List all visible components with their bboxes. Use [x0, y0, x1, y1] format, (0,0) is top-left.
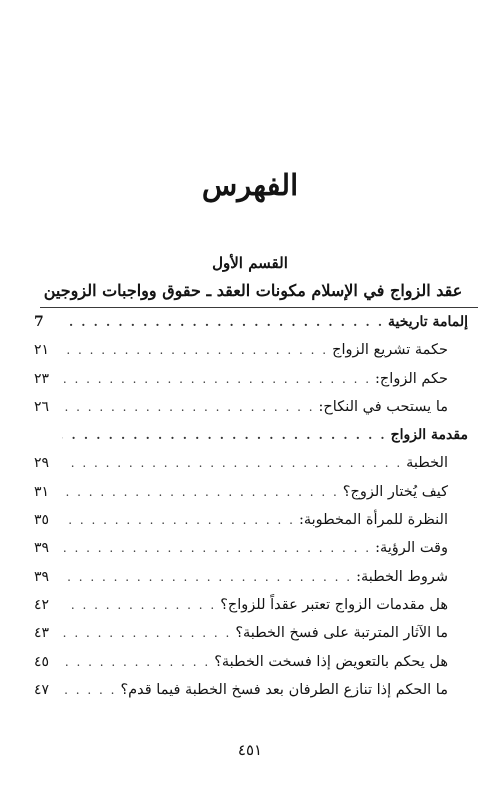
dot-leader: [62, 626, 231, 640]
toc-entry: [34, 540, 468, 568]
toc-entry-title: كيف يُختار الزوج؟: [342, 483, 448, 500]
toc-entry-page: ٣٩: [34, 540, 50, 557]
section-label: القسم الأول: [212, 254, 288, 272]
toc-entry-title: مقدمة الزواج: [390, 427, 468, 444]
table-of-contents: [34, 314, 468, 710]
toc-entry-title: هل مقدمات الزواج تعتبر عقداً للزواج؟: [220, 596, 448, 613]
section-title: عقد الزواج في الإسلام مكونات العقد ـ حقوق وواجبات الزوجين: [43, 281, 463, 300]
toc-entry-title: وقت الرؤية:: [375, 540, 448, 557]
toc-entry-title: النظرة للمرأة المخطوبة:: [298, 512, 448, 529]
dot-leader: [62, 541, 371, 555]
dot-leader: [62, 315, 384, 329]
toc-entry: [34, 314, 468, 342]
index-title: الفهرس: [201, 168, 299, 202]
toc-entry: [34, 484, 468, 512]
dot-leader: [62, 400, 315, 414]
toc-entry-page: ٣١: [34, 483, 50, 500]
section-divider: [40, 307, 478, 308]
toc-entry-page: ٤٢: [34, 596, 50, 613]
toc-entry-title: حكم الزواج:: [375, 370, 448, 387]
toc-entry-title: شروط الخطبة:: [356, 568, 448, 585]
toc-entry-page: ٢٩: [34, 455, 50, 472]
toc-entry-page: ٤٧: [34, 681, 50, 698]
toc-entry-title: الخطبة: [406, 455, 448, 472]
toc-entry: [34, 625, 468, 653]
toc-entry-title: ما يستحب في النكاح:: [318, 398, 448, 415]
toc-entry: [34, 597, 468, 625]
page-number: ٤٥١: [237, 741, 263, 759]
toc-entry-page: ٤٣: [34, 625, 50, 642]
toc-entry-page: ٤٥: [34, 653, 50, 670]
dot-leader: [62, 570, 352, 584]
dot-leader: [62, 513, 295, 527]
toc-entry: [34, 342, 468, 370]
toc-entry-page: ٢٦: [34, 398, 50, 415]
toc-entry-title: إلمامة تاريخية: [388, 314, 468, 330]
toc-entry-title: حكمة تشريع الزواج: [332, 342, 448, 359]
toc-entry: [34, 569, 468, 597]
toc-entry: [34, 427, 468, 455]
dot-leader: [62, 485, 339, 499]
toc-entry: [34, 399, 468, 427]
toc-entry: [34, 654, 468, 682]
toc-entry: [34, 455, 468, 483]
toc-entry-title: هل يحكم بالتعويض إذا فسخت الخطبة؟: [214, 653, 448, 670]
dot-leader: [62, 343, 328, 357]
toc-entry-page: 7: [34, 314, 44, 330]
toc-entry-title: ما الآثار المترتبة على فسخ الخطبة؟: [235, 625, 448, 642]
dot-leader: [62, 598, 216, 612]
dot-leader: [62, 428, 387, 442]
dot-leader: [62, 655, 210, 669]
toc-entry-page: ٢٣: [34, 370, 50, 387]
toc-entry: [34, 682, 468, 710]
toc-entry-page: ٢١: [34, 342, 50, 359]
toc-entry-page: ٣٩: [34, 568, 50, 585]
dot-leader: [62, 372, 371, 386]
toc-entry: [34, 371, 468, 399]
toc-entry: [34, 512, 468, 540]
toc-entry-title: ما الحكم إذا تنازع الطرفان بعد فسخ الخطبة فيما قدم؟: [120, 681, 448, 698]
dot-leader: [62, 683, 116, 697]
dot-leader: [62, 456, 402, 470]
toc-entry-page: ٣٥: [34, 512, 50, 529]
